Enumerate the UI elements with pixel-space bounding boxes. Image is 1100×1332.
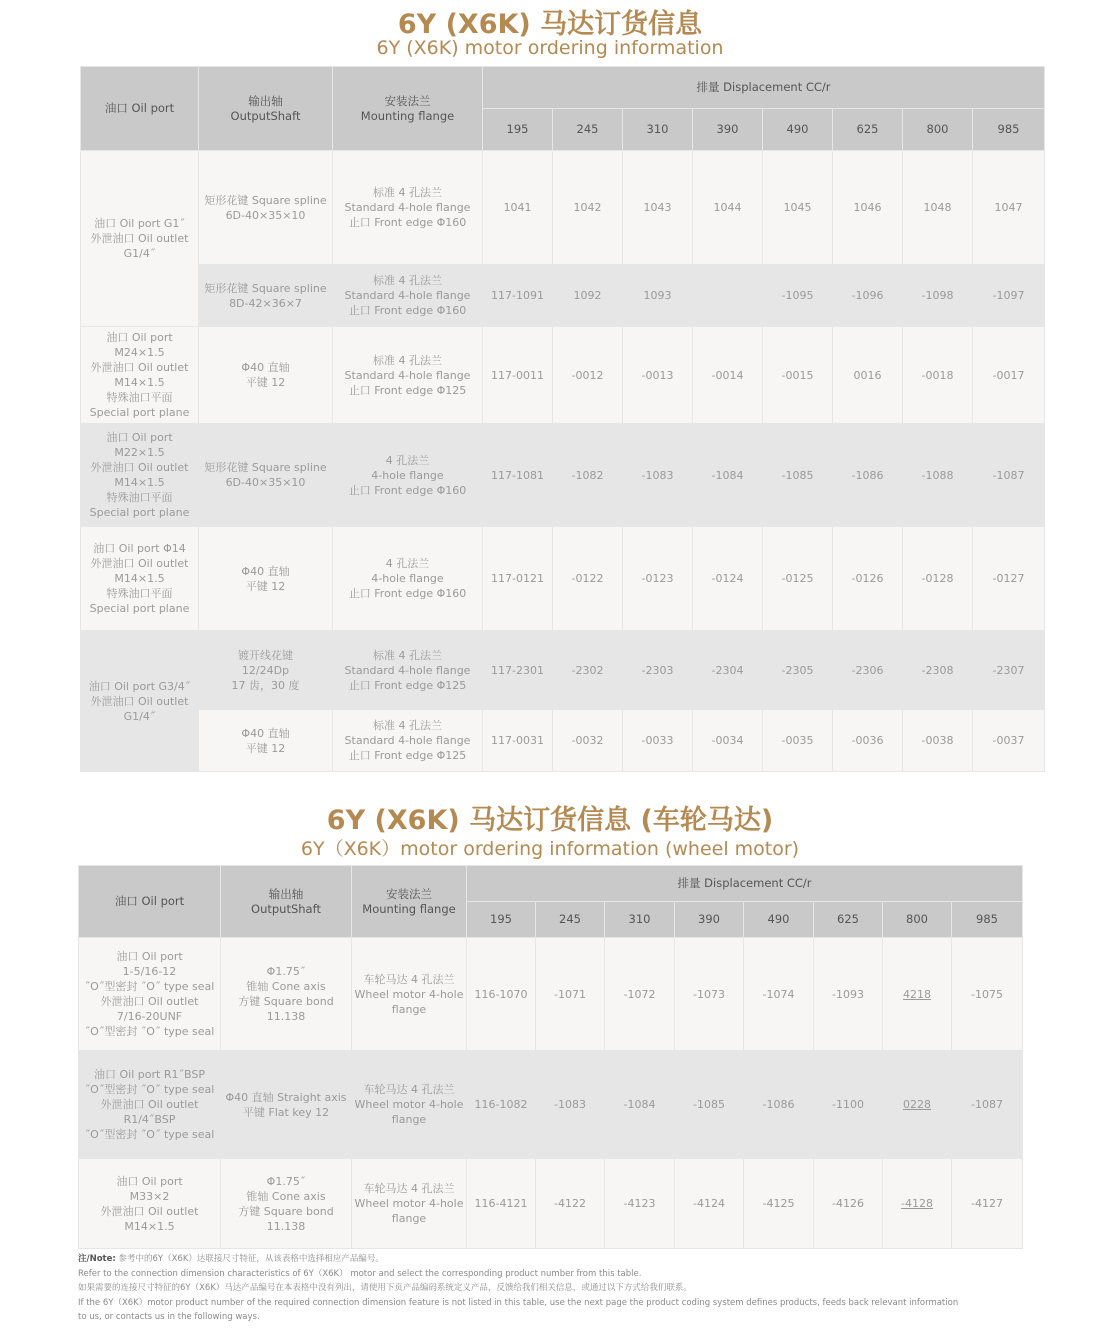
- product-code-cell: 1044: [693, 151, 763, 265]
- product-code-cell: 117-0031: [483, 710, 553, 772]
- cell-line: 11.138: [266, 1010, 306, 1023]
- product-code-cell: 1041: [483, 151, 553, 265]
- product-code-cell: -1095: [763, 265, 833, 327]
- product-code-cell: -0012: [553, 327, 623, 424]
- cell-line: 油口 Oil port: [116, 950, 183, 963]
- cell-line: M33×2: [129, 1189, 170, 1203]
- output-shaft-cell: [199, 710, 333, 772]
- product-code-cell: -4124: [675, 1159, 744, 1249]
- header-col-245: 245: [536, 902, 605, 938]
- header-oil-port: 油口 Oil port: [81, 67, 199, 151]
- cell-line: 4-hole flange: [371, 468, 444, 482]
- product-code-cell: -0034: [693, 710, 763, 772]
- product-code-cell: -1083: [623, 424, 693, 527]
- cell-line: 车轮马达 4 孔法兰: [363, 972, 455, 986]
- cell-line: M14×1.5: [114, 476, 165, 489]
- cell-line: 止口 Front edge Φ160: [348, 483, 467, 497]
- product-code-cell: 1048: [903, 151, 973, 265]
- cell-line: ˝O˝型密封 ˝O˝ type seal: [84, 980, 215, 993]
- note-line-4: If the 6Y（X6K）motor product number of the required connection dimension feature is not listed in this table, use the next page the product coding system defines products, feeds back relevant information: [78, 1297, 959, 1308]
- product-code-cell: -4128: [883, 1159, 952, 1249]
- cell-line: 锥轴 Cone axis: [246, 1189, 326, 1203]
- cell-line: 方键 Square bond: [238, 995, 334, 1008]
- header-displacement: 排量 Displacement CC/r: [467, 866, 1023, 902]
- cell-line: 矩形花键 Square spline: [204, 193, 327, 207]
- cell-line: 17 齿，30 度: [231, 678, 300, 692]
- table2-title-en: 6Y（X6K）motor ordering information (wheel motor): [300, 838, 800, 860]
- cell-line: 油口 Oil port R1˝BSP: [94, 1068, 205, 1081]
- product-code-cell: -2302: [553, 631, 623, 710]
- note: [78, 1252, 1028, 1325]
- table-row: [81, 710, 1045, 772]
- table-row: [79, 938, 1023, 1051]
- mounting-flange-cell: [333, 265, 483, 327]
- header-col-490: 490: [763, 109, 833, 151]
- output-shaft-cell: [199, 424, 333, 527]
- table1-title-en: 6Y (X6K) motor ordering information: [376, 37, 724, 59]
- oil-port-cell: [79, 938, 221, 1051]
- product-code-cell: -0038: [903, 710, 973, 772]
- header-col-490: 490: [744, 902, 814, 938]
- product-code-cell: 117-1091: [483, 265, 553, 327]
- product-code-cell: -0037: [973, 710, 1045, 772]
- note-label: 注/Note:: [78, 1254, 116, 1264]
- cell-line: M14×1.5: [124, 1219, 175, 1233]
- oil-port-cell: [81, 327, 199, 424]
- cell-line: 6D-40×35×10: [225, 476, 306, 489]
- output-shaft-cell: [221, 938, 352, 1051]
- product-code-cell: -0017: [973, 327, 1045, 424]
- oil-port-cell: [79, 1051, 221, 1159]
- product-code-cell: -4122: [536, 1159, 605, 1249]
- note-line-3: 如果需要的连接尺寸特征的6Y（X6K）马达产品编号在本表格中没有列出，请使用下页产品编码系统定义产品，反馈给我们相关信息，或通过以下方式给我们联系。: [78, 1283, 692, 1293]
- product-code-cell: 116-4121: [467, 1159, 536, 1249]
- product-code-cell: -1072: [605, 938, 675, 1051]
- product-code-cell: -2303: [623, 631, 693, 710]
- product-code-cell: -0123: [623, 527, 693, 631]
- cell-line: Mounting flange: [362, 901, 456, 916]
- header-col-625: 625: [833, 109, 903, 151]
- cell-line: Φ40 直轴: [241, 361, 290, 374]
- product-code-cell: -1088: [903, 424, 973, 527]
- product-code-cell: -0013: [623, 327, 693, 424]
- cell-line: 油口 Oil port: [116, 1174, 183, 1188]
- product-code-cell: 117-0011: [483, 327, 553, 424]
- output-shaft-cell: [221, 1051, 352, 1159]
- cell-line: 特殊油口平面: [106, 587, 173, 600]
- output-shaft-cell: [221, 1159, 352, 1249]
- cell-line: 标准 4 孔法兰: [373, 719, 442, 732]
- oil-port-cell: [79, 1159, 221, 1249]
- mounting-flange-cell: [333, 631, 483, 710]
- cell-line: 4-hole flange: [371, 572, 444, 585]
- header-output-shaft: [199, 67, 333, 151]
- product-code-cell: -0036: [833, 710, 903, 772]
- oil-port-cell: [81, 424, 199, 527]
- product-code-cell: 1047: [973, 151, 1045, 265]
- header-col-390: 390: [693, 109, 763, 151]
- header-col-310: 310: [623, 109, 693, 151]
- product-code-cell: -0014: [693, 327, 763, 424]
- cell-line: 4 孔法兰: [385, 557, 430, 570]
- product-code-cell: -0015: [763, 327, 833, 424]
- cell-line: 平键 12: [245, 741, 286, 755]
- header-col-800: 800: [883, 902, 952, 938]
- cell-line: 4 孔法兰: [385, 453, 430, 467]
- cell-line: 油口 Oil port M24×1.5: [106, 331, 173, 359]
- cell-line: 锥轴 Cone axis: [246, 980, 326, 993]
- product-code-cell: -0035: [763, 710, 833, 772]
- cell-line: 特殊油口平面: [106, 491, 173, 504]
- cell-line: G1/4˝: [123, 709, 156, 723]
- mounting-flange-cell: [352, 1051, 467, 1159]
- header-col-195: 195: [483, 109, 553, 151]
- oil-port-cell: [81, 631, 199, 772]
- header-col-310: 310: [605, 902, 675, 938]
- product-code-cell: [693, 265, 763, 327]
- product-code-cell: -1086: [833, 424, 903, 527]
- cell-line: Wheel motor 4-hole: [354, 1197, 464, 1210]
- product-code-cell: -0126: [833, 527, 903, 631]
- cell-line: 矩形花键 Square spline: [204, 281, 327, 295]
- cell-line: Wheel motor 4-hole: [354, 1098, 464, 1111]
- table-row: [81, 631, 1045, 710]
- product-code-cell: -1100: [814, 1051, 883, 1159]
- product-code-cell: 4218: [883, 938, 952, 1051]
- product-code-cell: -1096: [833, 265, 903, 327]
- product-code-cell: 1043: [623, 151, 693, 265]
- cell-line: 输出轴: [268, 886, 304, 901]
- table-row: [79, 1159, 1023, 1249]
- cell-line: 止口 Front edge Φ160: [348, 216, 467, 229]
- cell-line: ˝O˝型密封 ˝O˝ type seal: [84, 1128, 215, 1141]
- table1-title-cn: 6Y (X6K) 马达订货信息: [397, 9, 703, 40]
- product-code-cell: 116-1070: [467, 938, 536, 1051]
- output-shaft-cell: [199, 327, 333, 424]
- header-col-195: 195: [467, 902, 536, 938]
- table2-title-cn: 6Y (X6K) 马达订货信息 (车轮马达): [326, 805, 774, 836]
- product-code-cell: 0016: [833, 327, 903, 424]
- cell-line: 止口 Front edge Φ125: [348, 678, 467, 692]
- product-code-cell: -1073: [675, 938, 744, 1051]
- product-code-cell: 1045: [763, 151, 833, 265]
- cell-line: ˝O˝型密封 ˝O˝ type seal: [84, 1083, 215, 1096]
- cell-line: 7/16-20UNF: [116, 1010, 183, 1023]
- product-code-cell: -4126: [814, 1159, 883, 1249]
- cell-line: 标准 4 孔法兰: [373, 186, 442, 199]
- product-code-cell: -0032: [553, 710, 623, 772]
- cell-line: 止口 Front edge Φ160: [348, 304, 467, 317]
- table-row: [79, 1051, 1023, 1159]
- product-code-cell: -2304: [693, 631, 763, 710]
- cell-line: 平键 12: [245, 579, 286, 593]
- cell-line: M14×1.5: [114, 572, 165, 585]
- cell-line: Φ1.75˝: [266, 1174, 306, 1188]
- product-code-cell: -0018: [903, 327, 973, 424]
- product-code-cell: -1074: [744, 938, 814, 1051]
- table-row: [81, 527, 1045, 631]
- header-mounting-flange: [333, 67, 483, 151]
- cell-line: Standard 4-hole flange: [344, 663, 471, 677]
- product-code-cell: -1071: [536, 938, 605, 1051]
- product-code-cell: 116-1082: [467, 1051, 536, 1159]
- cell-line: Wheel motor 4-hole: [354, 987, 464, 1001]
- cell-line: ˝O˝型密封 ˝O˝ type seal: [84, 1025, 215, 1038]
- product-code-cell: -4127: [952, 1159, 1023, 1249]
- header-mounting-flange: [352, 866, 467, 938]
- product-code-cell: -2307: [973, 631, 1045, 710]
- product-code-cell: -1086: [744, 1051, 814, 1159]
- cell-line: 外泄油口 Oil outlet: [100, 995, 199, 1008]
- cell-line: Φ1.75˝: [266, 965, 306, 978]
- product-code-cell: -0033: [623, 710, 693, 772]
- product-code-cell: -0127: [973, 527, 1045, 631]
- table-row: [81, 424, 1045, 527]
- product-code-cell: 1046: [833, 151, 903, 265]
- cell-line: 方键 Square bond: [238, 1204, 334, 1218]
- product-code-cell: -2306: [833, 631, 903, 710]
- cell-line: 外泄油口 Oil outlet: [90, 461, 189, 474]
- cell-line: Special port plane: [89, 506, 190, 519]
- product-code-cell: -0128: [903, 527, 973, 631]
- cell-line: flange: [391, 1212, 427, 1225]
- output-shaft-cell: [199, 265, 333, 327]
- cell-line: 11.138: [266, 1219, 306, 1233]
- product-code-cell: -2308: [903, 631, 973, 710]
- cell-line: 矩形花键 Square spline: [204, 461, 327, 474]
- cell-line: Standard 4-hole flange: [344, 368, 471, 382]
- mounting-flange-cell: [333, 151, 483, 265]
- cell-line: 外泄油口 Oil outlet: [100, 1098, 199, 1111]
- table-row: [81, 265, 1045, 327]
- cell-line: 镀开线花键: [238, 648, 293, 662]
- cell-line: 平键 12: [245, 376, 286, 389]
- cell-line: Mounting flange: [360, 108, 455, 123]
- product-code-cell: 0228: [883, 1051, 952, 1159]
- cell-line: OutputShaft: [251, 901, 321, 916]
- cell-line: flange: [391, 1002, 427, 1016]
- product-code-cell: -0124: [693, 527, 763, 631]
- header-col-245: 245: [553, 109, 623, 151]
- cell-line: 油口 Oil port Φ14: [93, 542, 186, 555]
- product-code-cell: 1092: [553, 265, 623, 327]
- oil-port-cell: [81, 527, 199, 631]
- cell-line: Special port plane: [89, 602, 190, 615]
- cell-line: Φ40 直轴 Straight axis: [225, 1090, 347, 1104]
- cell-line: Standard 4-hole flange: [344, 201, 471, 214]
- mounting-flange-cell: [333, 424, 483, 527]
- mounting-flange-cell: [333, 527, 483, 631]
- cell-line: Φ40 直轴: [241, 726, 290, 740]
- ordering-table-1: [80, 66, 1045, 772]
- cell-line: 止口 Front edge Φ125: [348, 749, 467, 762]
- header-col-800: 800: [903, 109, 973, 151]
- cell-line: Standard 4-hole flange: [344, 734, 471, 747]
- cell-line: Standard 4-hole flange: [344, 289, 471, 302]
- cell-line: M14×1.5: [114, 376, 165, 389]
- product-code-cell: -1075: [952, 938, 1023, 1051]
- cell-line: 外泄油口 Oil outlet: [90, 694, 189, 708]
- cell-line: 12/24Dp: [241, 663, 290, 677]
- cell-line: 外泄油口 Oil outlet: [90, 557, 189, 570]
- cell-line: 油口 Oil port M22×1.5: [106, 431, 173, 459]
- product-code-cell: -4123: [605, 1159, 675, 1249]
- note-line-2: Refer to the connection dimension characteristics of 6Y（X6K） motor and select the corresponding product number from this table.: [78, 1268, 642, 1279]
- cell-line: 油口 Oil port G3/4˝: [88, 679, 191, 693]
- cell-line: 外泄油口 Oil outlet: [100, 1204, 199, 1218]
- mounting-flange-cell: [333, 327, 483, 424]
- cell-line: 平键 Flat key 12: [242, 1105, 330, 1119]
- note-line-1: 参考中的6Y（X6K）达联接尺寸特征，从该表格中选择相应产品编号。: [118, 1254, 384, 1264]
- product-code-cell: -0125: [763, 527, 833, 631]
- cell-line: 8D-42×36×7: [229, 296, 302, 310]
- header-col-985: 985: [973, 109, 1045, 151]
- cell-line: 标准 4 孔法兰: [373, 648, 442, 662]
- cell-line: G1/4˝: [123, 247, 156, 260]
- cell-line: 车轮马达 4 孔法兰: [363, 1083, 455, 1096]
- cell-line: 止口 Front edge Φ160: [348, 587, 467, 600]
- cell-line: 6D-40×35×10: [225, 208, 306, 222]
- cell-line: 标准 4 孔法兰: [373, 353, 442, 367]
- product-code-cell: -0122: [553, 527, 623, 631]
- product-code-cell: -4125: [744, 1159, 814, 1249]
- cell-line: OutputShaft: [230, 108, 301, 123]
- product-code-cell: -1087: [952, 1051, 1023, 1159]
- header-col-390: 390: [675, 902, 744, 938]
- cell-line: 标准 4 孔法兰: [373, 274, 442, 287]
- cell-line: 外泄油口 Oil outlet: [90, 232, 189, 245]
- cell-line: 安装法兰: [384, 93, 431, 108]
- oil-port-cell: [81, 151, 199, 327]
- product-code-cell: -1083: [536, 1051, 605, 1159]
- output-shaft-cell: [199, 151, 333, 265]
- product-code-cell: -1085: [675, 1051, 744, 1159]
- cell-line: 输出轴: [248, 93, 283, 108]
- cell-line: 安装法兰: [386, 886, 432, 901]
- cell-line: Special port plane: [89, 406, 190, 419]
- product-code-cell: 117-2301: [483, 631, 553, 710]
- product-code-cell: 1093: [623, 265, 693, 327]
- header-output-shaft: [221, 866, 352, 938]
- mounting-flange-cell: [333, 710, 483, 772]
- cell-line: 车轮马达 4 孔法兰: [363, 1182, 455, 1195]
- note-line-5: to us, or contacts us in the following ways.: [78, 1312, 260, 1322]
- product-code-cell: -1093: [814, 938, 883, 1051]
- table-row: [81, 327, 1045, 424]
- product-code-cell: 117-0121: [483, 527, 553, 631]
- header-displacement: 排量 Displacement CC/r: [483, 67, 1045, 109]
- cell-line: 1-5/16-12: [122, 965, 177, 978]
- product-code-cell: -1084: [605, 1051, 675, 1159]
- cell-line: 外泄油口 Oil outlet: [90, 361, 189, 374]
- product-code-cell: -1097: [973, 265, 1045, 327]
- product-code-cell: -1087: [973, 424, 1045, 527]
- cell-line: flange: [391, 1113, 427, 1126]
- product-code-cell: 1042: [553, 151, 623, 265]
- header-col-625: 625: [814, 902, 883, 938]
- product-code-cell: -2305: [763, 631, 833, 710]
- product-code-cell: -1082: [553, 424, 623, 527]
- mounting-flange-cell: [352, 938, 467, 1051]
- header-col-985: 985: [952, 902, 1023, 938]
- output-shaft-cell: [199, 527, 333, 631]
- product-code-cell: -1085: [763, 424, 833, 527]
- cell-line: 止口 Front edge Φ125: [348, 383, 467, 397]
- table-row: [81, 151, 1045, 265]
- ordering-table-2: [78, 865, 1023, 1249]
- product-code-cell: -1084: [693, 424, 763, 527]
- header-oil-port: 油口 Oil port: [79, 866, 221, 938]
- cell-line: R1/4˝BSP: [123, 1113, 176, 1126]
- product-code-cell: 117-1081: [483, 424, 553, 527]
- cell-line: Φ40 直轴: [241, 564, 290, 578]
- mounting-flange-cell: [352, 1159, 467, 1249]
- output-shaft-cell: [199, 631, 333, 710]
- cell-line: 油口 Oil port G1˝: [94, 217, 185, 230]
- product-code-cell: -1098: [903, 265, 973, 327]
- cell-line: 特殊油口平面: [106, 391, 173, 404]
